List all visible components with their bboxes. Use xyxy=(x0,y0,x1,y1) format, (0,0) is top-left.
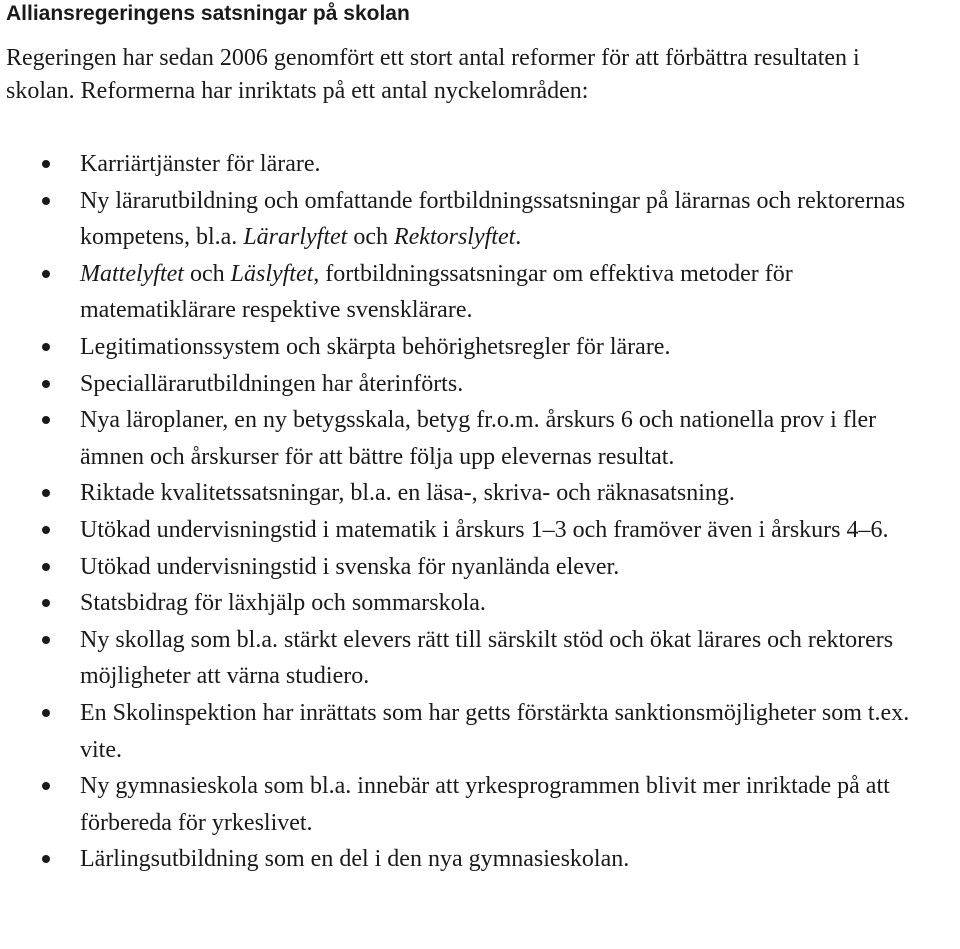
list-item-text xyxy=(80,480,735,506)
document-page xyxy=(0,2,960,949)
list-item-text xyxy=(80,700,909,763)
bullet-icon xyxy=(42,160,50,168)
emphasized-term: Rektorslyftet xyxy=(393,224,516,251)
list-item xyxy=(6,146,950,183)
list-item-text xyxy=(80,773,890,836)
text-run: Lärlingsutbildning som en del i den nya gymnasieskolan. xyxy=(80,846,630,873)
reform-list xyxy=(6,146,950,878)
bullet-icon xyxy=(42,855,50,863)
text-run: Ny skollag som bl.a. stärkt elevers rätt till särskilt stöd och ökat lärares och rektorers möjligheter att värna studiero. xyxy=(80,626,894,690)
list-item-text xyxy=(80,846,629,872)
bullet-icon xyxy=(42,270,50,278)
text-run: Nya läroplaner, en ny betygsskala, betyg fr.o.m. årskurs 6 och nationella prov i fler ämnen och årskurser för att bättre följa upp elevernas resultat. xyxy=(80,407,877,470)
emphasized-term: Läslyftet xyxy=(230,260,314,287)
page-title: Alliansregeringens satsningar på skolan xyxy=(6,2,410,25)
list-item xyxy=(6,475,950,512)
bullet-icon xyxy=(42,197,50,205)
bullet-icon xyxy=(42,416,50,424)
list-item xyxy=(6,622,950,695)
list-item-text xyxy=(80,554,619,580)
text-run: och xyxy=(183,260,231,287)
bullet-icon xyxy=(42,526,50,534)
text-run: Ny lärarutbildning och omfattande fortbildningssatsningar på lärarnas och rektorernas kompetens, bl.a. xyxy=(80,187,906,251)
list-item xyxy=(6,183,950,256)
bullet-icon xyxy=(42,599,50,607)
list-item xyxy=(6,585,950,622)
text-run: En Skolinspektion har inrättats som har getts förstärkta sanktionsmöjligheter som t.ex. vite. xyxy=(80,699,910,763)
list-item xyxy=(6,549,950,586)
list-item-text xyxy=(80,261,793,324)
bullet-icon xyxy=(42,709,50,717)
list-item xyxy=(6,329,950,366)
list-item xyxy=(6,402,950,475)
list-item xyxy=(6,512,950,549)
list-item-text xyxy=(80,371,463,397)
intro-paragraph: Regeringen har sedan 2006 genomfört ett stort antal reformer för att förbättra resultaten i skolan. Reformerna har inriktats på ett antal nyckelområden: xyxy=(6,45,860,104)
list-item xyxy=(6,256,950,329)
text-run: Legitimationssystem och skärpta behörighetsregler för lärare. xyxy=(80,333,671,360)
text-run: Ny gymnasieskola som bl.a. innebär att yrkesprogrammen blivit mer inriktade på att förbereda för yrkeslivet. xyxy=(80,773,890,836)
bullet-icon xyxy=(42,489,50,497)
emphasized-term: Lärarlyftet xyxy=(243,224,348,251)
bullet-icon xyxy=(42,380,50,388)
list-item-text xyxy=(80,188,905,251)
list-item-text xyxy=(80,151,321,177)
text-run: . xyxy=(515,224,522,251)
text-run: och xyxy=(347,224,394,251)
text-run: Utökad undervisningstid i svenska för nyanlända elever. xyxy=(80,553,620,580)
bullet-icon xyxy=(42,343,50,351)
text-run: Speciallärarutbildningen har återinförts. xyxy=(80,370,464,397)
text-run: Statsbidrag för läxhjälp och sommarskola. xyxy=(80,590,486,617)
text-run: Utökad undervisningstid i matematik i årskurs 1–3 och framöver även i årskurs 4–6. xyxy=(80,516,889,543)
list-item-text xyxy=(80,517,889,543)
list-item xyxy=(6,695,950,768)
text-run: Karriärtjänster för lärare. xyxy=(80,151,321,177)
list-item xyxy=(6,366,950,403)
list-item-text xyxy=(80,590,486,616)
list-item-text xyxy=(80,334,670,360)
text-run: , fortbildningssatsningar om effektiva metoder för matematiklärare respektive svensklärare. xyxy=(80,260,793,324)
bullet-icon xyxy=(42,563,50,571)
emphasized-term: Mattelyftet xyxy=(80,260,184,287)
list-item xyxy=(6,768,950,841)
list-item xyxy=(6,841,950,878)
list-item-text xyxy=(80,407,876,470)
bullet-icon xyxy=(42,782,50,790)
bullet-icon xyxy=(42,636,50,644)
text-run: Riktade kvalitetssatsningar, bl.a. en läsa-, skriva- och räknasatsning. xyxy=(80,480,735,507)
list-item-text xyxy=(80,627,893,690)
